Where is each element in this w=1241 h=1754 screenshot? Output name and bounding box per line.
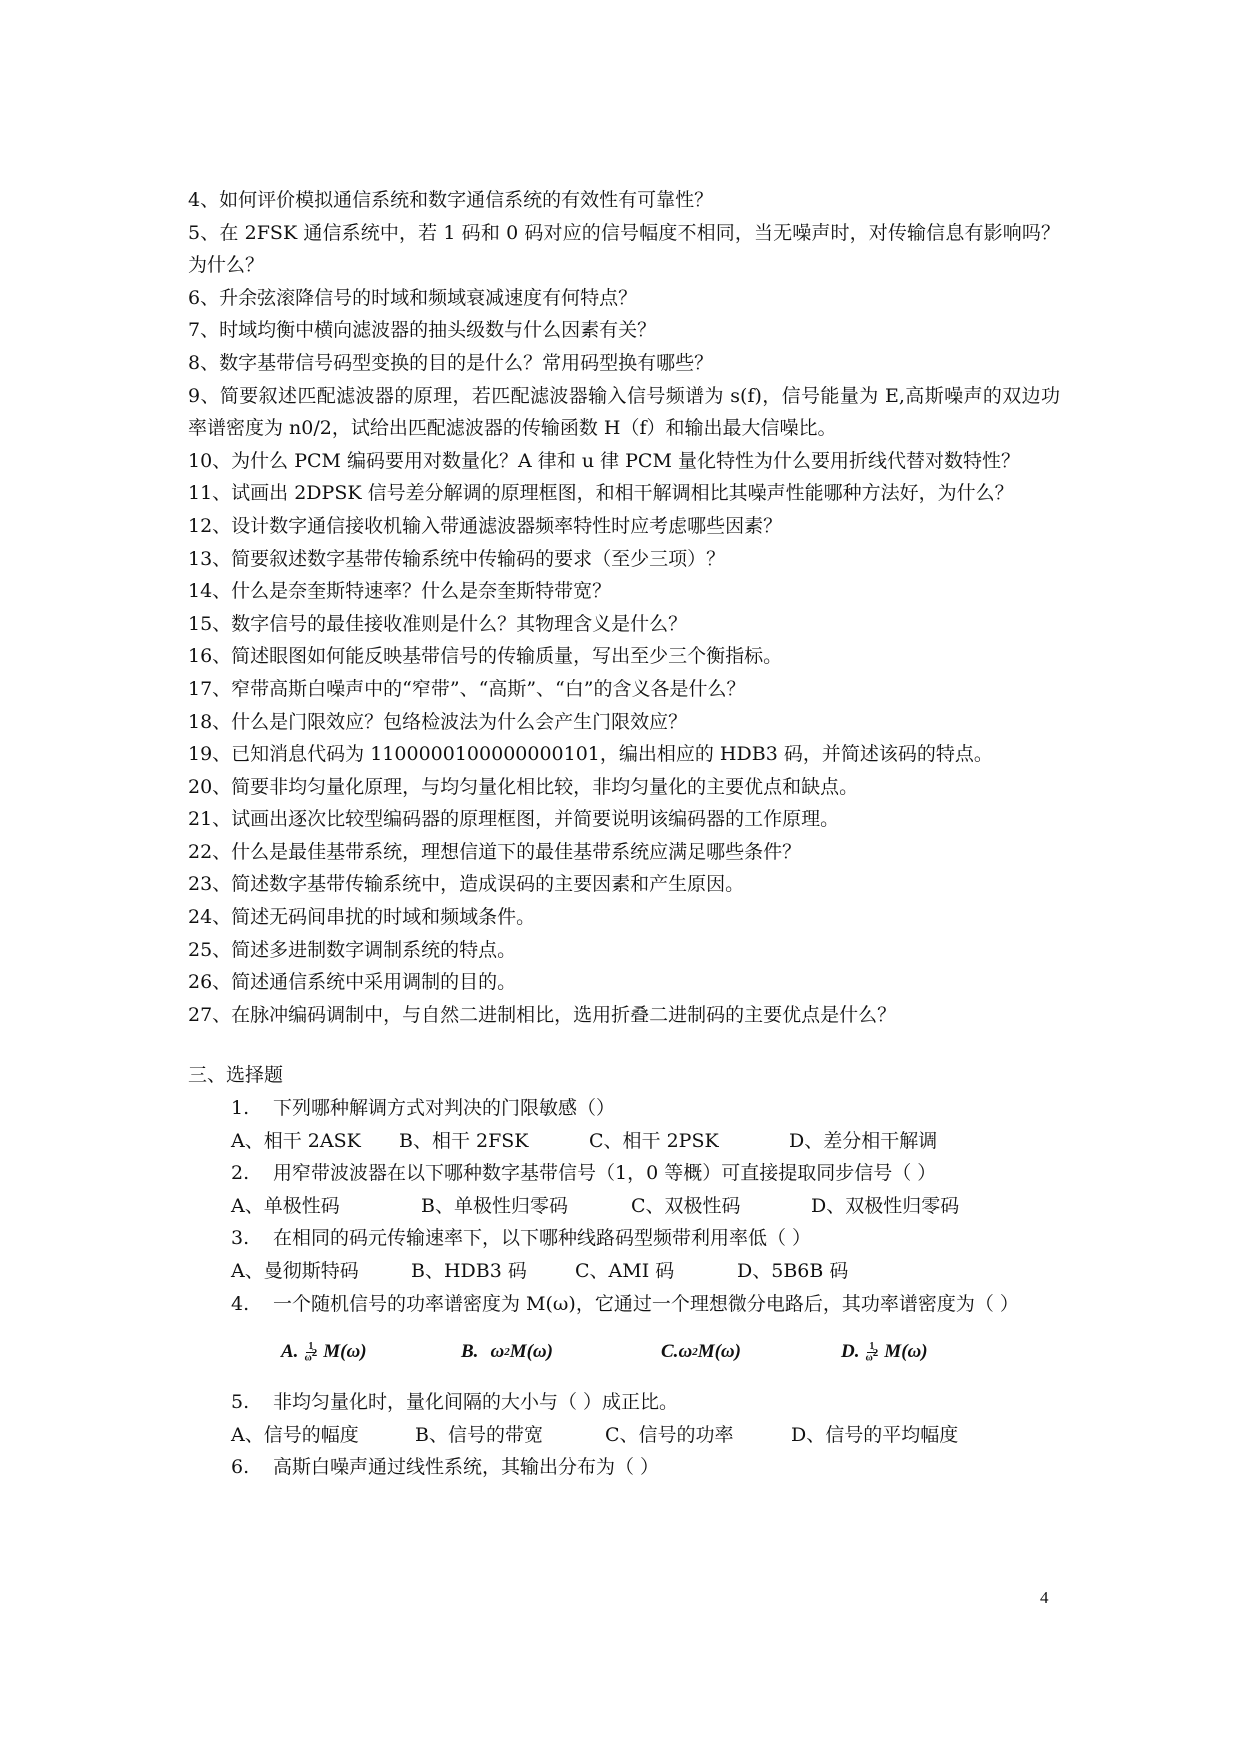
- option-row: [231, 1419, 1060, 1452]
- fraction: $\frac{1}{\omega 2}$: [865, 1340, 879, 1363]
- option-c: C、AMI 码: [575, 1260, 675, 1282]
- mc-question: [231, 1451, 1060, 1484]
- question-item: 13、简要叙述数字基带传输系统中传输码的要求（至少三项）？: [188, 547, 726, 570]
- formula-tail: M(ω): [884, 1341, 928, 1363]
- question-number: 3.: [231, 1227, 250, 1250]
- option-a: A、相干 2ASK: [231, 1129, 361, 1152]
- question-text: 一个随机信号的功率谱密度为 M(ω)，它通过一个理想微分电路后，其功率谱密度为（ ）: [273, 1292, 1019, 1315]
- option-a: A、单极性码: [231, 1194, 340, 1217]
- formula-option-a: [281, 1334, 461, 1370]
- question-text: 下列哪种解调方式对判决的门限敏感（）: [273, 1097, 616, 1120]
- option-d: D、差分相干解调: [789, 1129, 938, 1152]
- question-item: 16、简述眼图如何能反映基带信号的传输质量，写出至少三个衡指标。: [188, 645, 783, 668]
- formula-option-d: [841, 1334, 928, 1370]
- section-title: 三、选择题: [188, 1064, 284, 1087]
- page-content: [188, 184, 1060, 1484]
- mc-question: [231, 1092, 1060, 1125]
- question-item: 9、简要叙述匹配滤波器的原理，若匹配滤波器输入信号频谱为 s(f)，信号能量为 E,高斯噪声的双边功率谱密度为 n0/2，试给出匹配滤波器的传输函数 H（f）和输出最大信噪比。: [188, 384, 1060, 440]
- question-item: 26、简述通信系统中采用调制的目的。: [188, 971, 517, 994]
- question-text: 在相同的码元传输速率下，以下哪种线路码型频带利用率低（ ）: [273, 1227, 812, 1250]
- question-number: 1.: [231, 1097, 250, 1120]
- formula-option-c: C. ω 2 M(ω): [661, 1334, 841, 1370]
- question-item: 8、数字基带信号码型变换的目的是什么？常用码型换有哪些？: [188, 351, 714, 374]
- mc-question: [231, 1157, 1060, 1190]
- multiple-choice-list: [188, 1092, 1060, 1484]
- formula-label: B.: [461, 1341, 479, 1363]
- question-item: 23、简述数字基带传输系统中，造成误码的主要因素和产生原因。: [188, 873, 745, 896]
- question-item: 14、什么是奈奎斯特速率？什么是奈奎斯特带宽？: [188, 580, 612, 603]
- question-item: 4、如何评价模拟通信系统和数字通信系统的有效性有可靠性？: [188, 189, 714, 211]
- page-number: 4: [1040, 1588, 1049, 1607]
- option-d: D、信号的平均幅度: [791, 1423, 959, 1446]
- option-row: [231, 1190, 1060, 1223]
- formula-label: A.: [281, 1341, 299, 1363]
- question-item: 15、数字信号的最佳接收准则是什么？其物理含义是什么？: [188, 612, 688, 635]
- question-item: 11、试画出 2DPSK 信号差分解调的原理框图，和相干解调相比其噪声性能哪种方法好，为什么？: [188, 482, 1014, 505]
- mc-question: [231, 1222, 1060, 1255]
- option-b: B、单极性归零码: [421, 1194, 568, 1217]
- question-item: 10、为什么 PCM 编码要用对数量化？A 律和 u 律 PCM 量化特性为什么要用折线代替对数特性？: [188, 449, 1020, 472]
- question-number: 4.: [231, 1292, 250, 1315]
- question-item: 21、试画出逐次比较型编码器的原理框图，并简要说明该编码器的工作原理。: [188, 808, 840, 831]
- mc-question: [231, 1288, 1060, 1321]
- question-item: 6、升余弦滚降信号的时域和频域衰减速度有何特点？: [188, 286, 638, 309]
- question-item: 12、设计数字通信接收机输入带通滤波器频率特性时应考虑哪些因素？: [188, 514, 783, 537]
- formula-tail: M(ω): [697, 1341, 741, 1363]
- option-row: [231, 1125, 1060, 1158]
- formula-option-b: B. ω 2 M(ω): [461, 1334, 661, 1370]
- question-number: 2.: [231, 1162, 250, 1185]
- formula-label: C.: [661, 1341, 679, 1363]
- question-item: 19、已知消息代码为 1100000100000000101，编出相应的 HDB3 码，并简述该码的特点。: [188, 743, 993, 766]
- question-text: 高斯白噪声通过线性系统，其输出分布为（ ）: [273, 1456, 660, 1479]
- option-b: B、相干 2FSK: [399, 1129, 529, 1152]
- question-item: 20、简要非均匀量化原理，与均匀量化相比较，非均匀量化的主要优点和缺点。: [188, 775, 859, 798]
- option-d: D、5B6B 码: [737, 1260, 849, 1282]
- formula-tail: M(ω): [509, 1341, 553, 1363]
- option-c: C、双极性码: [631, 1194, 741, 1217]
- formula-label: D.: [841, 1341, 860, 1363]
- question-number: 6.: [231, 1456, 250, 1479]
- option-c: C、信号的功率: [605, 1423, 734, 1446]
- question-item: 24、简述无码间串扰的时域和频域条件。: [188, 906, 536, 929]
- question-item: 7、时域均衡中横向滤波器的抽头级数与什么因素有关？: [188, 319, 657, 342]
- option-row: [231, 1255, 1060, 1288]
- short-answer-list: [188, 184, 1060, 1031]
- formula-tail: M(ω): [323, 1341, 367, 1363]
- option-a: A、信号的幅度: [231, 1423, 359, 1446]
- question-item: 27、在脉冲编码调制中，与自然二进制相比，选用折叠二进制码的主要优点是什么？: [188, 1003, 897, 1026]
- question-item: 5、在 2FSK 通信系统中，若 1 码和 0 码对应的信号幅度不相同，当无噪声时，对传输信息有影响吗？为什么？: [188, 221, 1060, 277]
- question-text: 非均匀量化时，量化间隔的大小与（ ）成正比。: [273, 1391, 679, 1414]
- option-b: B、HDB3 码: [411, 1260, 527, 1282]
- fraction: $\frac{1}{\omega 2}$: [304, 1340, 318, 1363]
- mc-question: [231, 1386, 1060, 1419]
- question-item: 18、什么是门限效应？包络检波法为什么会产生门限效应？: [188, 710, 688, 733]
- question-number: 5.: [231, 1391, 250, 1414]
- question-item: 22、什么是最佳基带系统，理想信道下的最佳基带系统应满足哪些条件？: [188, 840, 802, 863]
- option-a: A、曼彻斯特码: [231, 1260, 359, 1282]
- option-b: B、信号的带宽: [415, 1423, 543, 1446]
- option-c: C、相干 2PSK: [589, 1129, 719, 1152]
- option-d: D、双极性归零码: [811, 1194, 960, 1217]
- question-text: 用窄带波波器在以下哪种数字基带信号（1，0 等概）可直接提取同步信号（ ）: [273, 1162, 937, 1185]
- question-item: 25、简述多进制数字调制系统的特点。: [188, 938, 517, 961]
- formula-options: [281, 1334, 1060, 1370]
- question-item: 17、窄带高斯白噪声中的“窄带”、“高斯”、“白”的含义各是什么？: [188, 677, 746, 700]
